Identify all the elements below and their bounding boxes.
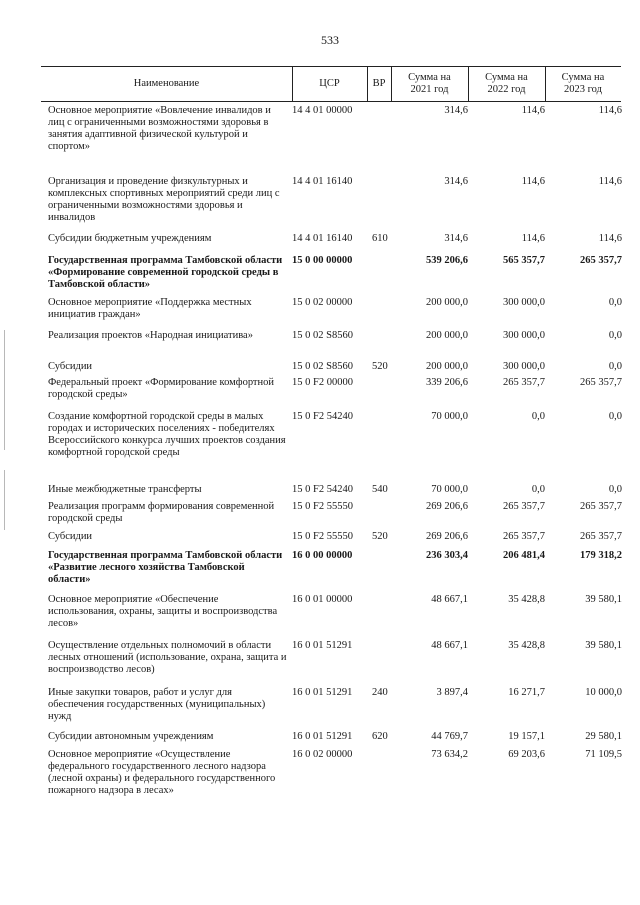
cell-y2023: 114,6 bbox=[598, 233, 622, 244]
cell-name: Основное мероприятие «Поддержка местных инициатив граждан» bbox=[48, 297, 252, 320]
cell-csr: 15 0 02 00000 bbox=[292, 297, 353, 308]
cell-y2022: 0,0 bbox=[531, 484, 545, 495]
cell-name: Государственная программа Тамбовской области «Формирование современной городской среды в Тамбовской области» bbox=[48, 255, 283, 290]
cell-y2023: 0,0 bbox=[608, 297, 622, 308]
cell-csr: 15 0 F2 00000 bbox=[292, 377, 353, 388]
cell-y2021: 3 897,4 bbox=[436, 687, 468, 698]
cell-y2022: 206 481,4 bbox=[503, 550, 545, 561]
cell-name: Субсидии bbox=[48, 361, 93, 372]
cell-y2023: 179 318,2 bbox=[580, 550, 622, 561]
cell-y2023: 39 580,1 bbox=[585, 594, 622, 605]
cell-y2022: 300 000,0 bbox=[503, 297, 545, 308]
cell-name: Основное мероприятие «Обеспечение использования, охраны, защиты и воспроизводства лесов» bbox=[48, 594, 278, 629]
cell-csr: 16 0 01 51291 bbox=[292, 687, 353, 698]
cell-y2022: 265 357,7 bbox=[503, 377, 545, 388]
cell-y2021: 269 206,6 bbox=[426, 531, 468, 542]
cell-y2021: 314,6 bbox=[444, 176, 468, 187]
cell-y2023: 265 357,7 bbox=[580, 531, 622, 542]
cell-csr: 15 0 F2 55550 bbox=[292, 501, 353, 512]
header-2023: Сумма на 2023 год bbox=[561, 72, 605, 95]
cell-vr: 540 bbox=[372, 484, 388, 495]
cell-name: Иные закупки товаров, работ и услуг для обеспечения государственных (муниципальных) нужд bbox=[48, 687, 266, 722]
cell-y2022: 35 428,8 bbox=[508, 594, 545, 605]
cell-y2021: 70 000,0 bbox=[431, 411, 468, 422]
cell-y2022: 35 428,8 bbox=[508, 640, 545, 651]
cell-csr: 15 0 00 00000 bbox=[292, 255, 353, 266]
cell-y2022: 300 000,0 bbox=[503, 330, 545, 341]
cell-name: Осуществление отдельных полномочий в области лесных отношений (использование, охрана, защита и воспроизводство лесов) bbox=[48, 640, 287, 675]
cell-y2023: 39 580,1 bbox=[585, 640, 622, 651]
cell-y2021: 200 000,0 bbox=[426, 330, 468, 341]
cell-name: Создание комфортной городской среды в малых городах и исторических поселениях - победителях Всероссийского конкурса лучших проектов создания комфортной городской среды bbox=[48, 411, 286, 458]
cell-y2023: 265 357,7 bbox=[580, 501, 622, 512]
cell-y2022: 0,0 bbox=[531, 411, 545, 422]
cell-y2023: 10 000,0 bbox=[585, 687, 622, 698]
cell-csr: 14 4 01 16140 bbox=[292, 176, 353, 187]
cell-name: Организация и проведение физкультурных и комплексных спортивных мероприятий среди лиц с ограниченными возможностями здоровья и инвалидов bbox=[48, 176, 280, 223]
cell-y2023: 71 109,5 bbox=[585, 749, 622, 760]
cell-name: Реализация проектов «Народная инициатива» bbox=[48, 330, 253, 341]
cell-csr: 16 0 01 51291 bbox=[292, 640, 353, 651]
cell-vr: 240 bbox=[372, 687, 388, 698]
cell-y2022: 265 357,7 bbox=[503, 531, 545, 542]
cell-csr: 16 0 02 00000 bbox=[292, 749, 353, 760]
scan-margin-mark bbox=[4, 330, 5, 450]
cell-y2022: 114,6 bbox=[521, 176, 545, 187]
cell-name: Иные межбюджетные трансферты bbox=[48, 484, 202, 495]
cell-name: Субсидии bbox=[48, 531, 93, 542]
cell-y2021: 73 634,2 bbox=[431, 749, 468, 760]
cell-y2022: 16 271,7 bbox=[508, 687, 545, 698]
cell-y2021: 314,6 bbox=[444, 233, 468, 244]
cell-y2022: 565 357,7 bbox=[503, 255, 545, 266]
cell-csr: 15 0 02 S8560 bbox=[292, 361, 353, 372]
cell-csr: 15 0 02 S8560 bbox=[292, 330, 353, 341]
cell-csr: 16 0 00 00000 bbox=[292, 550, 353, 561]
cell-csr: 15 0 F2 54240 bbox=[292, 411, 353, 422]
scan-margin-mark bbox=[4, 470, 5, 530]
cell-csr: 16 0 01 00000 bbox=[292, 594, 353, 605]
header-csr: ЦСР bbox=[319, 78, 340, 89]
cell-vr: 520 bbox=[372, 531, 388, 542]
cell-csr: 14 4 01 00000 bbox=[292, 105, 353, 116]
cell-name: Государственная программа Тамбовской области «Развитие лесного хозяйства Тамбовской области» bbox=[48, 550, 283, 585]
cell-name: Субсидии бюджетным учреждениям bbox=[48, 233, 212, 244]
cell-y2022: 114,6 bbox=[521, 233, 545, 244]
cell-y2021: 236 303,4 bbox=[426, 550, 468, 561]
cell-y2023: 265 357,7 bbox=[580, 377, 622, 388]
cell-y2022: 265 357,7 bbox=[503, 501, 545, 512]
cell-vr: 620 bbox=[372, 731, 388, 742]
cell-name: Федеральный проект «Формирование комфортной городской среды» bbox=[48, 377, 275, 400]
cell-y2022: 114,6 bbox=[521, 105, 545, 116]
cell-y2023: 0,0 bbox=[608, 361, 622, 372]
header-vr: ВР bbox=[372, 78, 386, 89]
cell-y2022: 300 000,0 bbox=[503, 361, 545, 372]
cell-y2021: 269 206,6 bbox=[426, 501, 468, 512]
cell-vr: 610 bbox=[372, 233, 388, 244]
cell-y2021: 70 000,0 bbox=[431, 484, 468, 495]
cell-vr: 520 bbox=[372, 361, 388, 372]
cell-y2023: 0,0 bbox=[608, 330, 622, 341]
header-2021: Сумма на 2021 год bbox=[408, 72, 451, 95]
cell-csr: 14 4 01 16140 bbox=[292, 233, 353, 244]
cell-y2023: 114,6 bbox=[598, 105, 622, 116]
cell-y2023: 114,6 bbox=[598, 176, 622, 187]
cell-y2021: 200 000,0 bbox=[426, 361, 468, 372]
cell-csr: 15 0 F2 55550 bbox=[292, 531, 353, 542]
header-name: Наименование bbox=[133, 78, 200, 89]
cell-name: Реализация программ формирования современной городской среды bbox=[48, 501, 275, 524]
cell-y2021: 339 206,6 bbox=[426, 377, 468, 388]
cell-y2021: 48 667,1 bbox=[431, 640, 468, 651]
cell-y2023: 0,0 bbox=[608, 411, 622, 422]
header-2022: Сумма на 2022 год bbox=[485, 72, 528, 95]
cell-y2022: 19 157,1 bbox=[508, 731, 545, 742]
cell-y2021: 539 206,6 bbox=[426, 255, 468, 266]
cell-csr: 15 0 F2 54240 bbox=[292, 484, 353, 495]
cell-y2022: 69 203,6 bbox=[508, 749, 545, 760]
cell-y2023: 29 580,1 bbox=[585, 731, 622, 742]
cell-name: Субсидии автономным учреждениям bbox=[48, 731, 214, 742]
cell-y2021: 48 667,1 bbox=[431, 594, 468, 605]
cell-y2021: 200 000,0 bbox=[426, 297, 468, 308]
cell-csr: 16 0 01 51291 bbox=[292, 731, 353, 742]
cell-y2021: 44 769,7 bbox=[431, 731, 468, 742]
cell-name: Основное мероприятие «Осуществление федерального государственного лесного надзора (лесной охраны) и федерального государственного пожарного надзора в лесах» bbox=[48, 749, 276, 796]
cell-y2023: 265 357,7 bbox=[580, 255, 622, 266]
cell-y2023: 0,0 bbox=[608, 484, 622, 495]
page-number: 533 bbox=[321, 33, 339, 47]
cell-name: Основное мероприятие «Вовлечение инвалидов и лиц с ограниченными возможностями здоровья в занятия адаптивной физической культурой и спортом» bbox=[48, 105, 271, 152]
table-header bbox=[41, 66, 621, 102]
cell-y2021: 314,6 bbox=[444, 105, 468, 116]
